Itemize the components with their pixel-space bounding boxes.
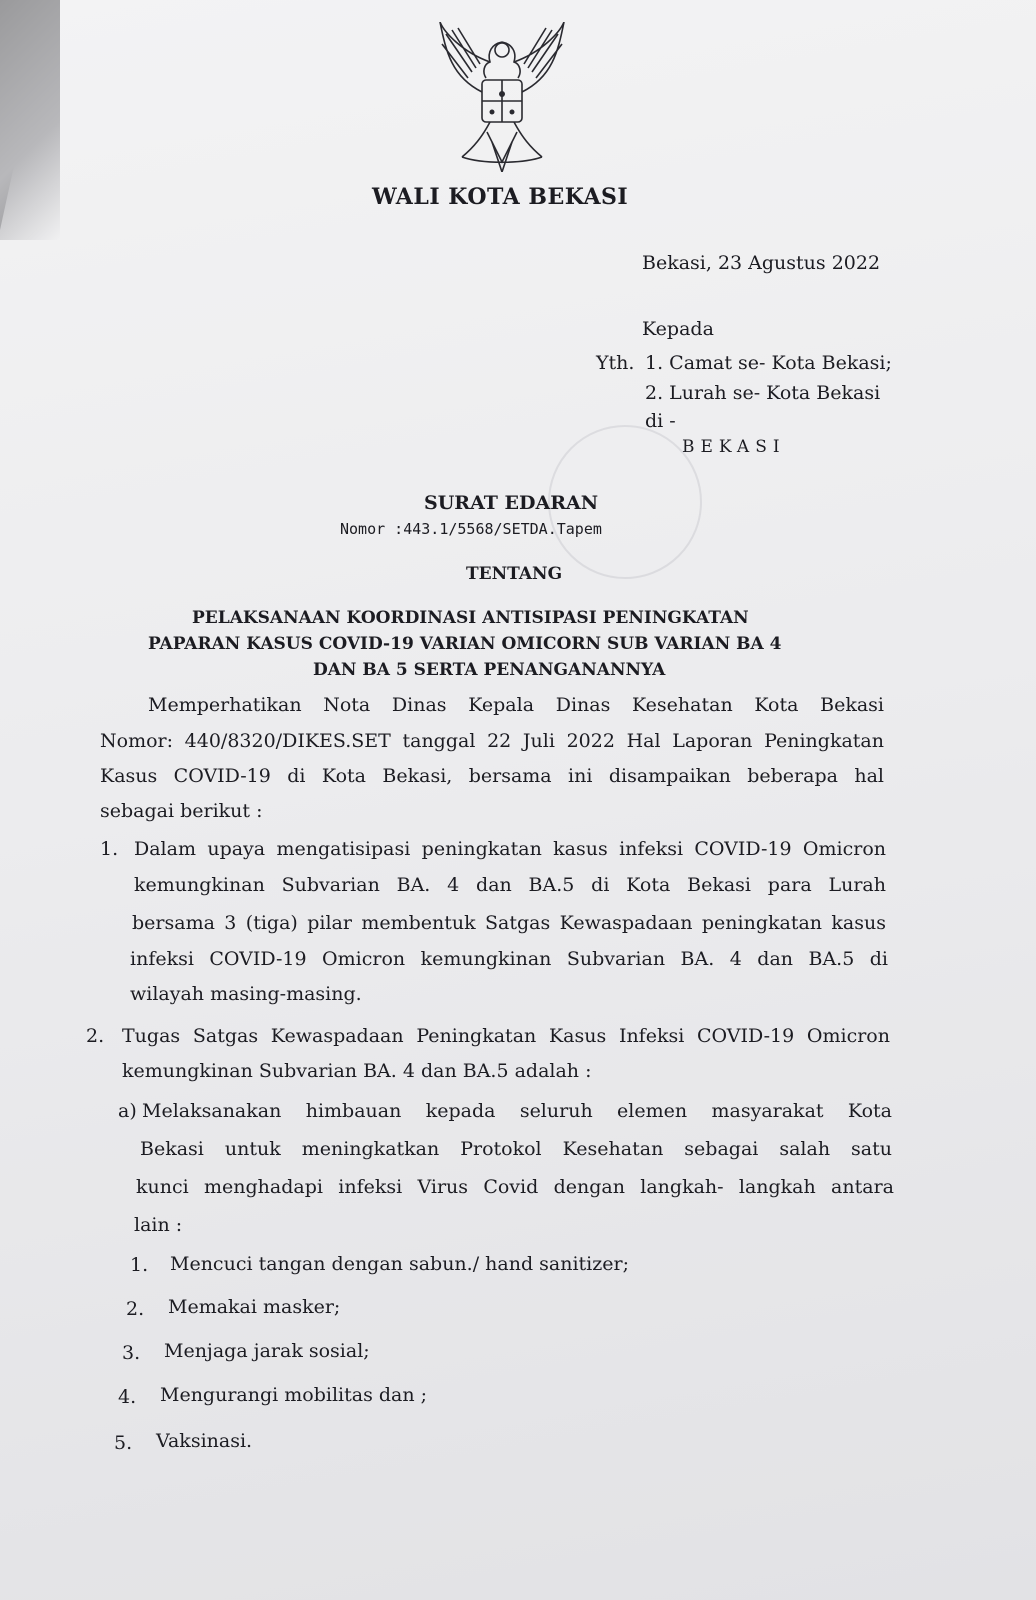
- letterhead-title: WALI KOTA BEKASI: [372, 184, 629, 210]
- background-edge: [0, 0, 60, 240]
- recipient-line-2: 2. Lurah se- Kota Bekasi: [645, 382, 881, 404]
- sub-a-line-1: Melaksanakan himbauan kepada seluruh elemen masyarakat Kota: [142, 1100, 892, 1122]
- step-1-text: Mencuci tangan dengan sabun./ hand sanitizer;: [170, 1253, 629, 1275]
- recipient-yth: Yth.: [596, 352, 635, 374]
- item-2-line-1: Tugas Satgas Kewaspadaan Peningkatan Kasus Infeksi COVID-19 Omicron: [122, 1025, 890, 1047]
- sub-a-label: a): [118, 1100, 137, 1122]
- item-2-line-2: kemungkinan Subvarian BA. 4 dan BA.5 adalah :: [122, 1060, 592, 1082]
- subject-line-1: PELAKSANAAN KOORDINASI ANTISIPASI PENINGKATAN: [192, 608, 749, 628]
- step-5-text: Vaksinasi.: [156, 1430, 253, 1452]
- document-type-title: SURAT EDARAN: [424, 492, 599, 514]
- item-1-line-4: infeksi COVID-19 Omicron kemungkinan Subvarian BA. 4 dan BA.5 di: [130, 948, 888, 970]
- step-3-text: Menjaga jarak sosial;: [164, 1340, 370, 1362]
- item-1-line-1: Dalam upaya mengatisipasi peningkatan kasus infeksi COVID-19 Omicron: [134, 838, 886, 860]
- recipient-line-1: 1. Camat se- Kota Bekasi;: [645, 352, 892, 374]
- garuda-emblem-icon: [432, 22, 572, 172]
- sub-a-line-3: kunci menghadapi infeksi Virus Covid dengan langkah- langkah antara: [136, 1176, 894, 1198]
- recipient-place: BEKASI: [682, 437, 786, 457]
- item-2-number: 2.: [86, 1025, 105, 1047]
- intro-line-1: Memperhatikan Nota Dinas Kepala Dinas Kesehatan Kota Bekasi: [148, 694, 884, 716]
- step-3-number: 3.: [122, 1342, 141, 1364]
- item-1-line-5: wilayah masing-masing.: [130, 983, 362, 1005]
- recipient-kepada: Kepada: [642, 318, 714, 340]
- step-1-number: 1.: [130, 1254, 149, 1276]
- tentang-heading: TENTANG: [466, 564, 563, 584]
- step-4-text: Mengurangi mobilitas dan ;: [160, 1384, 428, 1406]
- step-2-number: 2.: [126, 1298, 145, 1320]
- sub-a-line-4: lain :: [134, 1214, 183, 1236]
- sub-a-line-2: Bekasi untuk meningkatkan Protokol Kesehatan sebagai salah satu: [140, 1138, 892, 1160]
- step-2-text: Memakai masker;: [168, 1296, 341, 1318]
- intro-line-3: Kasus COVID-19 di Kota Bekasi, bersama ini disampaikan beberapa hal: [100, 765, 884, 787]
- intro-line-2: Nomor: 440/8320/DIKES.SET tanggal 22 Juli 2022 Hal Laporan Peningkatan: [100, 730, 884, 752]
- step-5-number: 5.: [114, 1432, 133, 1454]
- subject-line-3: DAN BA 5 SERTA PENANGANANNYA: [313, 660, 666, 680]
- recipient-di: di -: [645, 410, 676, 432]
- item-1-line-3: bersama 3 (tiga) pilar membentuk Satgas Kewaspadaan peningkatan kasus: [132, 912, 886, 934]
- step-4-number: 4.: [118, 1386, 137, 1408]
- letter-date: Bekasi, 23 Agustus 2022: [642, 252, 881, 274]
- document-number: Nomor :443.1/5568/SETDA.Tapem: [340, 520, 602, 538]
- item-1-line-2: kemungkinan Subvarian BA. 4 dan BA.5 di Kota Bekasi para Lurah: [134, 874, 886, 896]
- intro-line-4: sebagai berikut :: [100, 800, 263, 822]
- item-1-number: 1.: [100, 838, 119, 860]
- subject-line-2: PAPARAN KASUS COVID-19 VARIAN OMICORN SUB VARIAN BA 4: [148, 634, 782, 654]
